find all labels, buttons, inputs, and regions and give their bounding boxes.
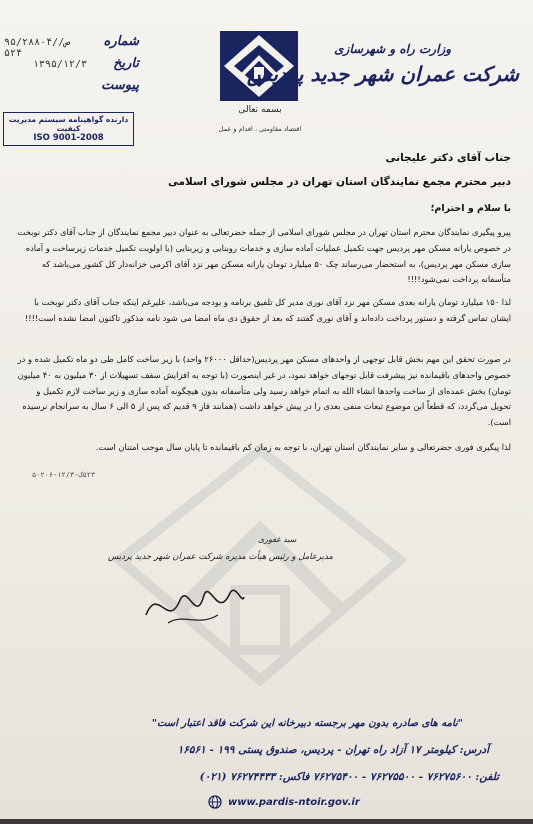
meta-number-label: شماره — [103, 34, 139, 49]
iso-certificate-box — [3, 112, 134, 146]
paragraph-4: لذا پیگیری فوری حضرتعالی و سایر نمایندگان استان تهران، با توجه به زمان کم باقیمانده تا پایان سال موجب امتنان است. — [95, 442, 511, 452]
certificate-text: دارنده گواهینامه سیستم مدیریت کیفیت — [8, 115, 129, 133]
bottom-edge-bar — [0, 819, 533, 824]
letter-meta — [4, 34, 139, 100]
meta-attachment — [4, 78, 139, 100]
slogan: اقتصاد مقاومتی ، اقدام و عمل — [218, 125, 302, 133]
paragraph-1: پیرو پیگیری نمایندگان محترم استان تهران در مجلس شورای اسلامی از جمله حضرتعالی به عنوان دبیر مجمع نمایندگان از جناب آقای دکتر نوبخت در خصوص یارانه مسکن مهر پردیس جهت تکمیل عملیات آماده سازی و خدمات روبنایی و زیربنایی (با اولویت تکمیل خدمات زیرساخت و آماده سازی مسکن مهر پردیس)، به استحضار می‌رساند چک ۵۰ میلیارد تومان یارانه مسکن مهر نزد آقای اکرمی خزانه‌دار کل کشور می‌باشد که متأسفانه پرداخت نمی‌شود!!!! — [17, 227, 511, 285]
meta-attachment-label: پیوست — [101, 78, 139, 93]
website-link[interactable]: www.pardis-ntoir.gov.ir — [228, 797, 360, 808]
addressee-position: دبیر محترم مجمع نمایندگان استان تهران در مجلس شورای اسلامی — [167, 176, 511, 188]
handwritten-signature — [138, 575, 248, 635]
globe-icon — [208, 795, 222, 809]
addressee: جناب آقای دکتر علیجانی — [385, 152, 511, 164]
ministry-name: وزارت راه و شهرسازی — [334, 42, 451, 56]
postal-address: آدرس: کیلومتر ۱۷ آزاد راه تهران - پردیس، صندوق پستی ۱۹۹ - ۱۶۵۶۱ — [177, 744, 489, 756]
certificate-standard: ISO 9001-2008 — [33, 133, 104, 143]
company-name: شرکت عمران شهر جدید پردیس — [246, 62, 519, 86]
validity-notice: "نامه های صادره بدون مهر برجسته دبیرخانه این شرکت فاقد اعتبار است" — [151, 718, 463, 729]
meta-date-value: ۱۳۹۵/۱۲/۳ — [32, 59, 87, 70]
bismillah: بسمه تعالی — [238, 105, 282, 115]
paragraph-2: لذا ۱۵۰ میلیارد تومان یارانه بعدی مسکن مهر نزد آقای نوری مدیر کل تلفیق برنامه و بودجه می‌باشد، علیرغم اینکه جناب آقای دکتر نوبخت با ایشان تماس گرفته و دستور پرداخت داده‌اند و آقای نوری گفتند که بعد از حقوق دی ماه امضا می شود نامه مذکور تاکنون امضا نشده است!!!! — [24, 297, 511, 323]
signatory-name: سید غفوری — [258, 535, 297, 544]
reference-code: ۵۲۳ک-۱۲/۳-۵۰۲۰۶ — [32, 471, 96, 479]
paragraph-3: در صورت تحقق این مهم بخش قابل توجهی از واحدهای مسکن مهر پردیس(حداقل ۲۶۰۰۰ واحد) با زیر ساخت کامل طی دو ماه تکمیل شده و در خصوص واحدهای باقیمانده نیز پیشرفت قابل توجهای خواهد نمود، در غیر اینصورت (با توجه به افزایش سقف تسهیلات از ۳۰ میلیون به ۴۰ میلیون تومان) بخش عمده‌ای از ساخت واحدها انشاء الله به اتمام خواهد رسید ولی متأسفانه بدون هیچگونه آماده سازی و زیر ساخت لازم تکمیل و تحویل می‌گردد، که قطعاً این موضوع تبعات منفی بعدی را در پیش خواهد داشت (همانند فاز ۹ قدیم که پس از ۵ الی ۶ سال به سرانجام نرسیده است). — [17, 354, 511, 428]
meta-number — [4, 34, 139, 59]
greeting: با سلام و احترام؛ — [430, 203, 511, 214]
meta-date — [4, 56, 139, 78]
meta-date-label: تاریخ — [113, 56, 139, 71]
meta-number-value: ۹۵/۲۸۸۰۴/ص/۵۲۴ — [4, 37, 71, 59]
watermark-emblem — [110, 440, 410, 690]
contact-numbers: تلفن: ۷۶۲۷۵۶۰۰ - ۷۶۲۷۵۵۰۰ - ۷۶۲۷۵۴۰۰ فاکس: ۷۶۲۷۴۴۳۳ (۰۲۱) — [199, 771, 499, 783]
signatory-title: مدیرعامل و رئیس هیأت مدیره شرکت عمران شهر جدید پردیس — [108, 552, 333, 562]
